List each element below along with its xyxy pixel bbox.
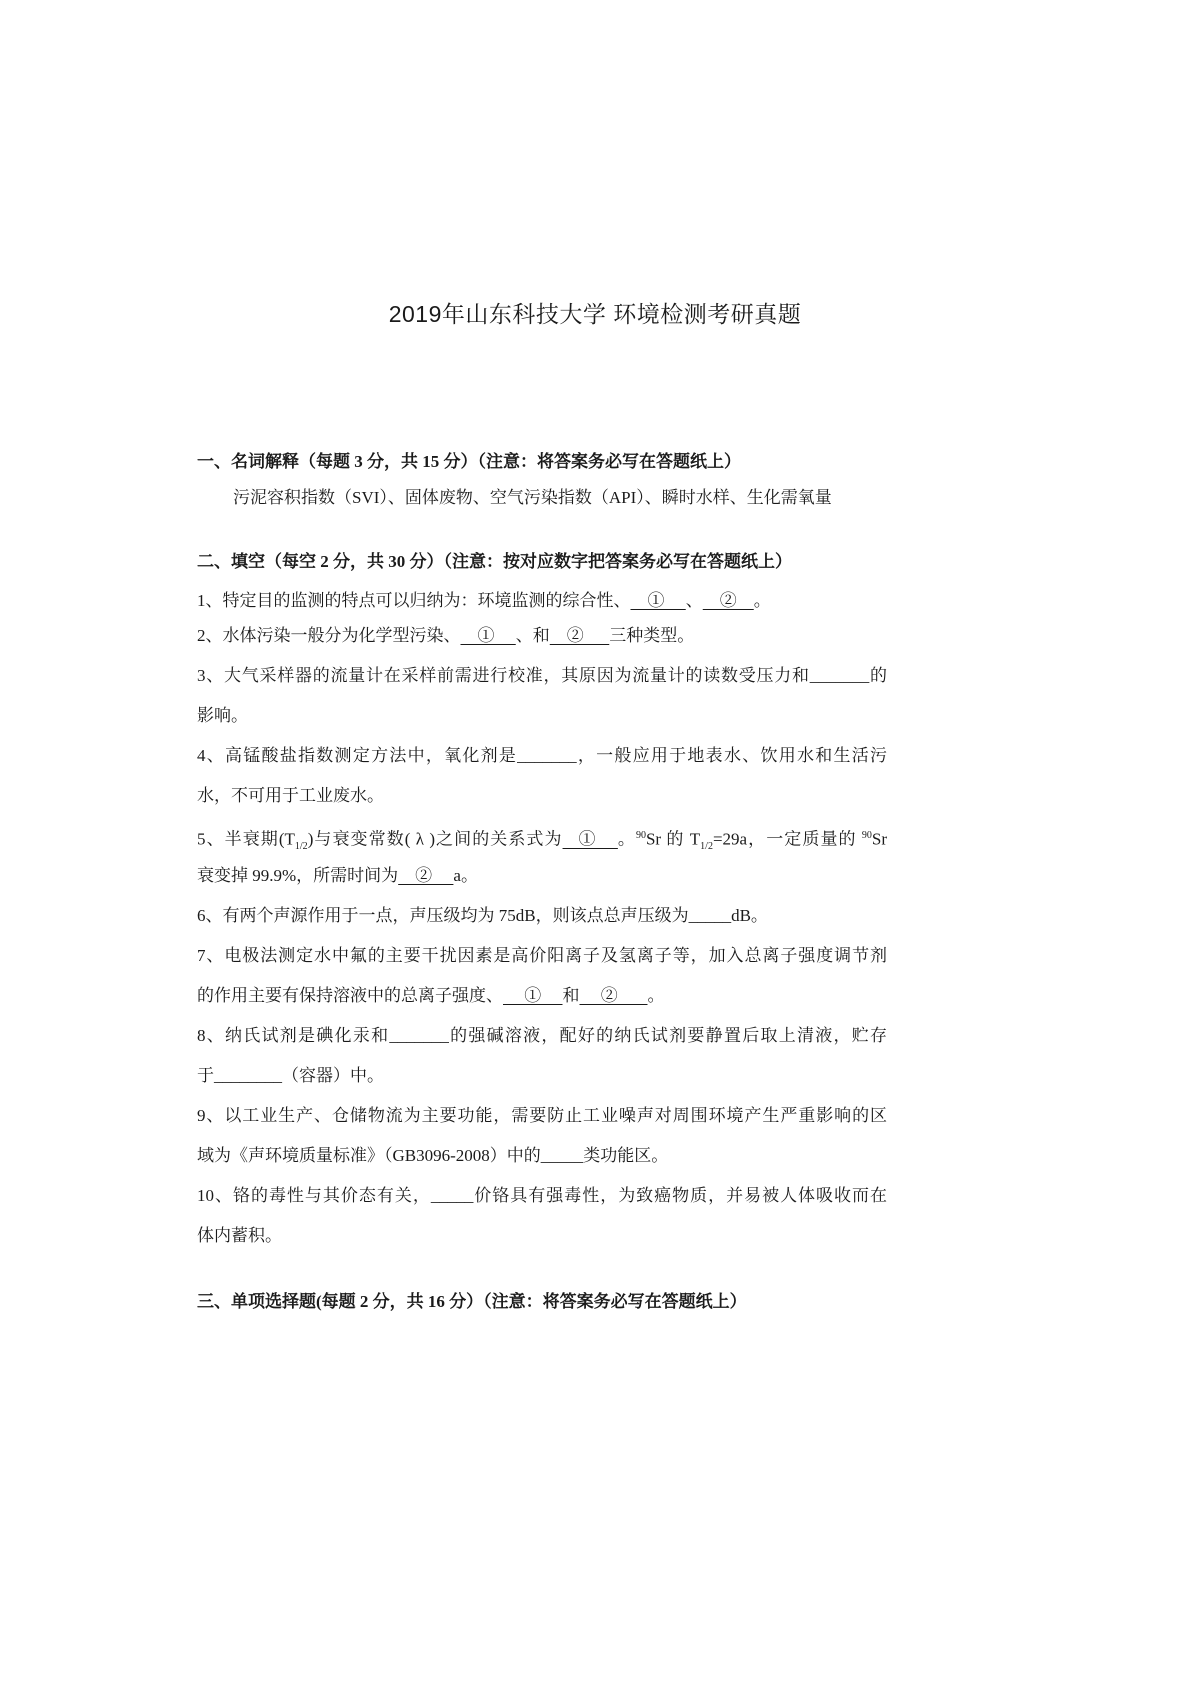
text-line <box>197 944 887 968</box>
answer-blank: ② <box>398 866 454 885</box>
answer-blank: ① <box>562 829 618 849</box>
text-segment: 8、纳氏试剂是碘化汞和_______的强碱溶液，配好的纳氏试剂要静置后取上清液，贮存 <box>197 1026 887 1045</box>
text-line <box>197 824 888 853</box>
text-segment: 的作用主要有保持溶液中的总离子强度、 <box>197 986 503 1005</box>
text-line <box>233 486 832 510</box>
section-heading <box>197 550 792 574</box>
text-segment: 6、有两个声源作用于一点，声压级均为 75dB，则该点总声压级为_____dB。 <box>197 906 768 925</box>
text-segment: 4、高锰酸盐指数测定方法中，氧化剂是_______，一般应用于地表水、饮用水和生活污 <box>197 746 887 765</box>
text-segment: 9、以工业生产、仓储物流为主要功能，需要防止工业噪声对周围环境产生严重影响的区 <box>197 1106 887 1125</box>
superscript: 90 <box>635 830 646 841</box>
text-segment: 于________（容器）中。 <box>197 1066 384 1085</box>
superscript: 90 <box>861 830 872 841</box>
text-line <box>197 1224 282 1248</box>
text-segment: 。 <box>647 986 665 1005</box>
text-line <box>197 1104 887 1128</box>
text-line <box>197 744 887 768</box>
answer-blank: ② <box>549 626 610 645</box>
text-line <box>197 1184 887 1208</box>
text-line <box>197 784 384 808</box>
text-line <box>197 624 694 648</box>
text-segment: 2、水体污染一般分为化学型污染、 <box>197 626 461 645</box>
text-line <box>197 984 665 1008</box>
text-segment: 衰变掉 99.9%，所需时间为 <box>197 866 399 885</box>
answer-blank: ② <box>579 986 648 1005</box>
text-segment: 、和 <box>515 626 550 645</box>
text-segment: 5、半衰期(T <box>197 829 295 849</box>
answer-blank: ② <box>702 591 754 610</box>
text-segment: 三、单项选择题(每题 2 分，共 16 分）（注意：将答案务必写在答题纸上） <box>197 1292 747 1311</box>
text-line <box>197 904 768 928</box>
text-segment: Sr 的 T <box>645 829 701 849</box>
text-line <box>197 664 887 688</box>
text-segment: 。 <box>753 591 771 610</box>
text-segment: =29a，一定质量的 <box>712 829 862 849</box>
text-segment: 3、大气采样器的流量计在采样前需进行校准，其原因为流量计的读数受压力和_______的 <box>197 666 887 685</box>
subscript: 1/2 <box>294 841 308 853</box>
answer-blank: ① <box>630 591 686 610</box>
section-heading <box>197 1290 747 1314</box>
text-segment: 、 <box>685 591 703 610</box>
text-line <box>197 1064 384 1088</box>
text-segment: a。 <box>453 866 478 885</box>
text-segment: 1、特定目的监测的特点可以归纳为：环境监测的综合性、 <box>197 591 631 610</box>
page-title: 2019年山东科技大学 环境检测考研真题 <box>388 301 802 327</box>
answer-blank: ① <box>503 986 563 1005</box>
text-segment: 域为《声环境质量标准》（GB3096-2008）中的_____类功能区。 <box>197 1146 669 1165</box>
answer-blank: ① <box>460 626 516 645</box>
text-segment: )与衰变常数( λ )之间的关系式为 <box>307 829 563 849</box>
text-line <box>197 704 248 728</box>
subscript: 1/2 <box>700 841 713 853</box>
text-segment: 水，不可用于工业废水。 <box>197 786 384 805</box>
text-line <box>197 864 478 888</box>
text-line <box>197 1144 668 1168</box>
text-segment: 三种类型。 <box>609 626 695 645</box>
text-segment: 7、电极法测定水中氟的主要干扰因素是高价阳离子及氢离子等，加入总离子强度调节剂 <box>197 946 887 965</box>
text-segment: 影响。 <box>197 706 248 725</box>
text-segment: 体内蓄积。 <box>197 1226 282 1245</box>
text-segment: 。 <box>617 829 636 849</box>
text-segment: 一、名词解释（每题 3 分，共 15 分）（注意：将答案务必写在答题纸上） <box>197 452 741 471</box>
text-line <box>197 589 771 613</box>
text-segment: 二、填空（每空 2 分，共 30 分）（注意：按对应数字把答案务必写在答题纸上） <box>197 552 792 571</box>
section-heading <box>197 450 741 474</box>
text-line <box>197 1024 887 1048</box>
text-segment: 污泥容积指数（SVI）、固体废物、空气污染指数（API）、瞬时水样、生化需氧量 <box>233 488 832 507</box>
text-segment: 和 <box>562 986 580 1005</box>
text-segment: 10、铬的毒性与其价态有关，_____价铬具有强毒性，为致癌物质，并易被人体吸收而在 <box>197 1186 887 1205</box>
text-segment: Sr <box>871 829 888 849</box>
